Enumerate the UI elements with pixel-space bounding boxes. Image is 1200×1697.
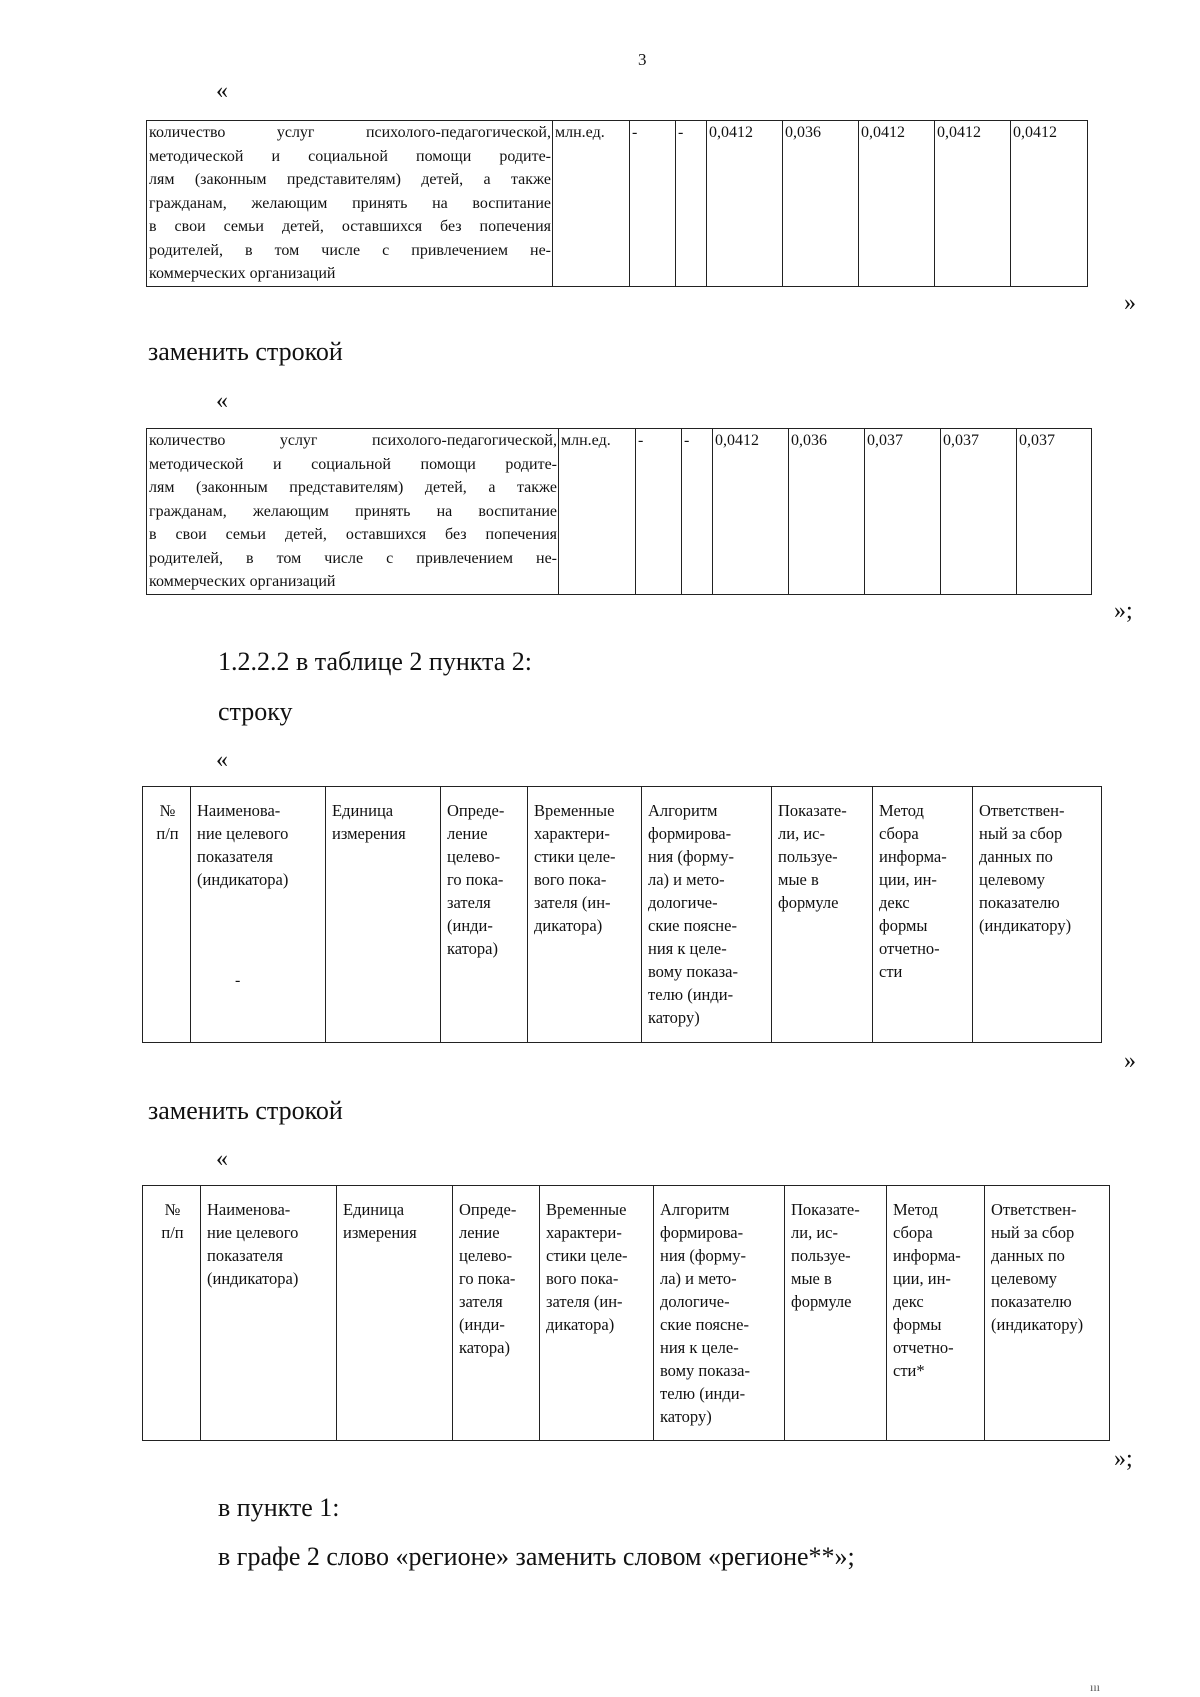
algorithm-header [642, 787, 772, 1043]
indicator-name-line: гражданам, желающим принять на воспитание [149, 194, 551, 212]
value-cell: 0,0412 [713, 429, 789, 595]
header-cell-line: ские поясне- [660, 1315, 749, 1334]
opening-quote: « [216, 78, 228, 104]
header-cell-line: целево- [447, 847, 501, 866]
header-cell-line: сти [879, 962, 903, 981]
value-cell: 0,0412 [859, 121, 935, 287]
header-cell-line: вому показа- [648, 962, 738, 981]
indicator-row [147, 121, 1088, 287]
header-cell-line: формуле [791, 1292, 852, 1311]
header-cell-line: мые в [778, 870, 819, 889]
header-cell-line: целевому [991, 1269, 1058, 1288]
unit-cell: млн.ед. [559, 429, 636, 595]
header-cell-line: (индикатору) [979, 916, 1072, 935]
header-cell-line: ние целевого [207, 1223, 299, 1242]
header-cell-line: данных по [979, 847, 1053, 866]
header-cell-line: катору) [660, 1407, 712, 1426]
indicator-name-line: гражданам, желающим принять на воспитание [149, 502, 557, 520]
header-cell-line: (индикатора) [207, 1269, 299, 1288]
header-cell-line: ния (форму- [648, 847, 734, 866]
header-cell-line: телю (инди- [660, 1384, 746, 1403]
indicator-name-line: в свои семьи детей, оставшихся без попечения [149, 218, 551, 235]
indicator-name-line: методической и социальной помощи родите- [149, 147, 551, 165]
formula-indicators-header [785, 1186, 887, 1441]
indicator-name-line: методической и социальной помощи родите- [149, 455, 557, 473]
header-table-old [142, 786, 1102, 1043]
header-cell-line: Единица [332, 801, 394, 820]
header-cell-line: Единица [343, 1200, 405, 1219]
header-cell-line: ние целевого [197, 824, 289, 843]
closing-quote: »; [1114, 1446, 1133, 1472]
header-cell-line: пользуе- [791, 1246, 851, 1265]
header-cell-line: сбора [879, 824, 919, 843]
scan-mark: ııı [1090, 1680, 1101, 1694]
header-cell-line: ния к целе- [648, 939, 727, 958]
header-cell-line: показателя [207, 1246, 283, 1265]
header-cell-line: дикатора) [546, 1315, 615, 1334]
header-cell-line: ление [447, 824, 488, 843]
header-cell-line: (индикатору) [991, 1315, 1084, 1334]
replace-instruction: заменить строкой [148, 1096, 343, 1125]
header-cell-line: Опреде- [459, 1200, 517, 1219]
header-cell-line: характери- [546, 1223, 622, 1242]
section-heading: 1.2.2.2 в таблице 2 пункта 2: [218, 647, 532, 676]
indicator-name-line: количество услуг психолого-педагогической, [149, 432, 557, 449]
header-cell-line: Показате- [791, 1200, 860, 1219]
header-cell-line: показателю [991, 1292, 1072, 1311]
header-cell-line: измерения [343, 1223, 417, 1242]
header-row [143, 1186, 1110, 1441]
responsible-header [973, 787, 1102, 1043]
header-cell-line: пользуе- [778, 847, 838, 866]
header-cell-line: дологиче- [660, 1292, 730, 1311]
header-cell-line: Наименова- [207, 1200, 291, 1219]
header-cell-line: Временные [534, 801, 615, 820]
header-cell-line: го пока- [459, 1269, 516, 1288]
header-cell-line: сбора [893, 1223, 933, 1242]
header-cell-line: катору) [648, 1008, 700, 1027]
header-cell-line: показателю [979, 893, 1060, 912]
header-cell-line: ный за сбор [979, 824, 1063, 843]
collection-method-header [873, 787, 973, 1043]
header-cell-line: ния к целе- [660, 1338, 739, 1357]
header-cell-line: декс [893, 1292, 924, 1311]
value-cell: - [630, 121, 676, 287]
indicator-name-line: родителей, в том числе с привлечением не- [149, 549, 557, 567]
header-cell-line: зателя (ин- [534, 893, 611, 912]
header-cell-line: зателя [459, 1292, 503, 1311]
header-row [143, 787, 1102, 1043]
header-cell-line: мые в [791, 1269, 832, 1288]
formula-indicators-header [772, 787, 873, 1043]
value-cell: - [636, 429, 682, 595]
indicator-name-line: лям (законным представителям) детей, а также [149, 479, 557, 496]
definition-header [441, 787, 528, 1043]
value-cell: 0,0412 [1011, 121, 1088, 287]
header-cell-line: дикатора) [534, 916, 603, 935]
unit-header [337, 1186, 453, 1441]
indicator-name-line: коммерческих организаций [149, 573, 336, 590]
replace-instruction: заменить строкой [148, 337, 343, 366]
header-cell-line: стики целе- [546, 1246, 628, 1265]
header-cell-line: Алгоритм [648, 801, 718, 820]
indicator-name-line: коммерческих организаций [149, 265, 336, 282]
indicator-name-line: в свои семьи детей, оставшихся без попечения [149, 526, 557, 543]
value-cell: 0,037 [941, 429, 1017, 595]
header-cell-line: формирова- [648, 824, 732, 843]
header-cell-line: формуле [778, 893, 839, 912]
header-cell-line: № [164, 1200, 181, 1219]
header-cell-line: п/п [161, 1223, 184, 1242]
value-cell: 0,037 [865, 429, 941, 595]
header-cell-line: п/п [156, 824, 179, 843]
indicator-name-header [191, 787, 326, 1043]
header-cell-line: ла) и мето- [660, 1269, 737, 1288]
bottom-instruction-2: в графе 2 слово «регионе» заменить словом «регионе**»; [218, 1542, 855, 1571]
header-cell-line: Временные [546, 1200, 627, 1219]
header-cell-line: зателя (ин- [546, 1292, 623, 1311]
indicator-name-cell [147, 429, 559, 595]
definition-header [453, 1186, 540, 1441]
header-cell-line: информа- [879, 847, 947, 866]
header-cell-line: телю (инди- [648, 985, 734, 1004]
header-cell-line: Показате- [778, 801, 847, 820]
header-cell-line: формы [879, 916, 928, 935]
header-cell-line: ции, ин- [879, 870, 937, 889]
opening-quote: « [216, 747, 228, 773]
indicator-row [147, 429, 1092, 595]
page-number: 3 [638, 50, 647, 69]
opening-quote: « [216, 1146, 228, 1172]
header-cell-line: показателя [197, 847, 273, 866]
header-cell-line: Опреде- [447, 801, 505, 820]
number-header [143, 787, 191, 1043]
indicator-name-line: количество услуг психолого-педагогической, [149, 124, 551, 141]
header-cell-line: сти* [893, 1361, 925, 1380]
header-cell-line: (инди- [459, 1315, 505, 1334]
header-cell-line: характери- [534, 824, 610, 843]
indicator-row-table-old [146, 120, 1088, 287]
time-characteristics-header [540, 1186, 654, 1441]
responsible-header [985, 1186, 1110, 1441]
header-cell-line: вому показа- [660, 1361, 750, 1380]
unit-header [326, 787, 441, 1043]
header-cell-line: отчетно- [879, 939, 940, 958]
header-cell-line: Метод [879, 801, 924, 820]
number-header [143, 1186, 201, 1441]
header-cell-line: ление [459, 1223, 500, 1242]
indicator-name-header [201, 1186, 337, 1441]
opening-quote: « [216, 388, 228, 414]
header-cell-line: Алгоритм [660, 1200, 730, 1219]
closing-quote: » [1124, 290, 1136, 316]
value-cell: 0,0412 [935, 121, 1011, 287]
value-cell: 0,037 [1017, 429, 1092, 595]
header-cell-line: (инди- [447, 916, 493, 935]
header-cell-line: ния (форму- [660, 1246, 746, 1265]
header-cell-line: отчетно- [893, 1338, 954, 1357]
header-cell-line: Наименова- [197, 801, 281, 820]
header-cell-line: катора) [447, 939, 498, 958]
algorithm-header [654, 1186, 785, 1441]
indicator-name-cell [147, 121, 553, 287]
header-cell-line: Метод [893, 1200, 938, 1219]
header-cell-line: ции, ин- [893, 1269, 951, 1288]
value-cell: 0,0412 [707, 121, 783, 287]
collection-method-header [887, 1186, 985, 1441]
header-cell-line: зателя [447, 893, 491, 912]
value-cell: - [676, 121, 707, 287]
indicator-row-table-new [146, 428, 1092, 595]
header-cell-line: Ответствен- [979, 801, 1065, 820]
header-cell-line: вого пока- [534, 870, 607, 889]
stray-dash: - [235, 972, 241, 989]
closing-quote: »; [1114, 598, 1133, 624]
header-cell-line: Ответствен- [991, 1200, 1077, 1219]
header-cell-line: ли, ис- [778, 824, 825, 843]
value-cell: 0,036 [783, 121, 859, 287]
header-cell-line: стики целе- [534, 847, 616, 866]
header-cell-line: декс [879, 893, 910, 912]
time-characteristics-header [528, 787, 642, 1043]
header-table-new [142, 1185, 1110, 1441]
header-cell-line: целевому [979, 870, 1046, 889]
indicator-name-line: лям (законным представителям) детей, а также [149, 171, 551, 188]
value-cell: 0,036 [789, 429, 865, 595]
header-cell-line: формирова- [660, 1223, 744, 1242]
closing-quote: » [1124, 1048, 1136, 1074]
value-cell: - [682, 429, 713, 595]
bottom-instruction-1: в пункте 1: [218, 1493, 340, 1522]
header-cell-line: ла) и мето- [648, 870, 725, 889]
header-cell-line: ские поясне- [648, 916, 737, 935]
header-cell-line: измерения [332, 824, 406, 843]
header-cell-line: ный за сбор [991, 1223, 1075, 1242]
unit-cell: млн.ед. [553, 121, 630, 287]
header-cell-line: данных по [991, 1246, 1065, 1265]
header-cell-line: (индикатора) [197, 870, 289, 889]
header-cell-line: целево- [459, 1246, 513, 1265]
row-instruction: строку [218, 697, 293, 726]
header-cell-line: го пока- [447, 870, 504, 889]
header-cell-line: дологиче- [648, 893, 718, 912]
header-cell-line: вого пока- [546, 1269, 619, 1288]
header-cell-line: формы [893, 1315, 942, 1334]
header-cell-line: информа- [893, 1246, 961, 1265]
indicator-name-line: родителей, в том числе с привлечением не- [149, 241, 551, 259]
header-cell-line: ли, ис- [791, 1223, 838, 1242]
header-cell-line: № [159, 801, 176, 820]
header-cell-line: катора) [459, 1338, 510, 1357]
